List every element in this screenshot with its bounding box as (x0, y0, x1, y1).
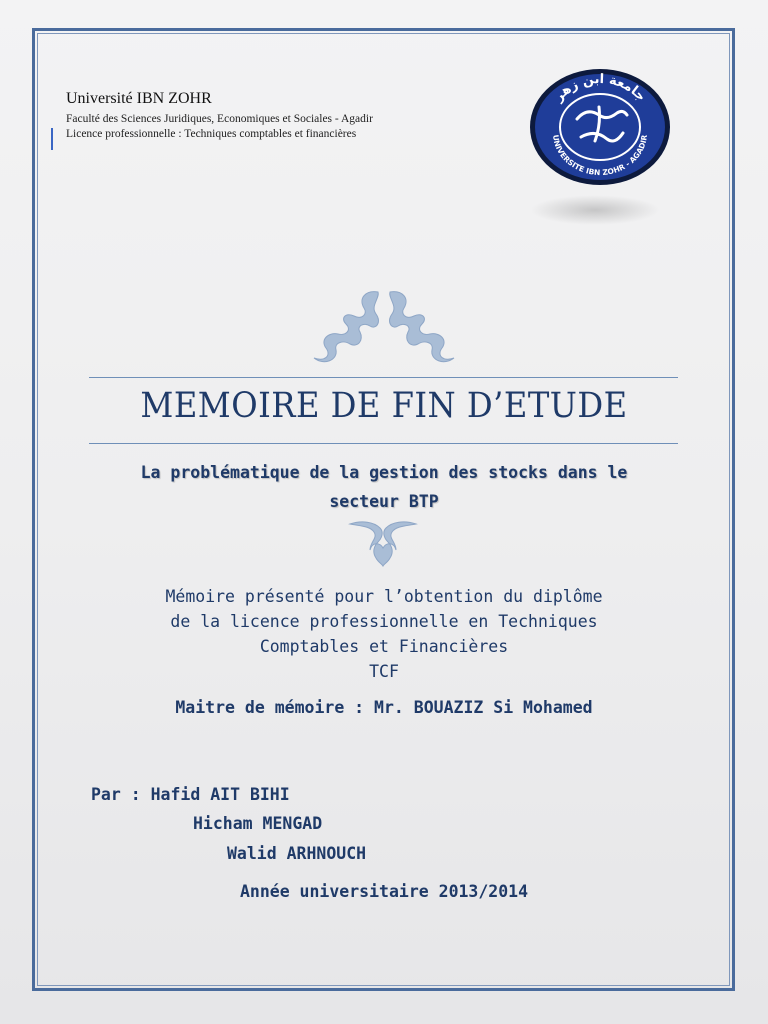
title-rule-top (89, 377, 678, 378)
subtitle-line-2: secteur BTP (329, 492, 439, 511)
author-2: Hicham MENGAD (193, 814, 323, 833)
faculty-name: Faculté des Sciences Juridiques, Economiques et Sociales - Agadir (66, 113, 373, 125)
presented-line-1: Mémoire présenté pour l’obtention du diplôme (165, 587, 603, 606)
logo-arabic-text: جامعة ابن زهر (551, 71, 649, 105)
floral-ornament-icon (306, 286, 462, 366)
presented-line-4: TCF (369, 662, 399, 681)
presented-line-3: Comptables et Financières (259, 637, 509, 656)
presented-line-2: de la licence professionnelle en Techniques (170, 612, 598, 631)
subtitle-line-1: La problématique de la gestion des stocks dans le (140, 463, 628, 482)
small-ornament-icon (348, 518, 418, 568)
thesis-subtitle (80, 458, 688, 516)
author-1: Par : Hafid AIT BIHI (91, 785, 290, 804)
academic-year: Année universitaire 2013/2014 (239, 882, 529, 901)
institution-header (66, 90, 373, 142)
presentation-statement (80, 584, 688, 684)
university-logo (529, 67, 671, 187)
author-3: Walid ARHNOUCH (227, 844, 367, 863)
text-cursor (51, 128, 53, 150)
university-name: Université IBN ZOHR (66, 90, 212, 107)
thesis-advisor: Maitre de mémoire : Mr. BOUAZIZ Si Mohamed (175, 698, 593, 717)
program-name: Licence professionnelle : Techniques comptables et financières (66, 128, 357, 140)
title-rule-bottom (89, 443, 678, 444)
logo-shadow (530, 195, 660, 225)
main-title: MEMOIRE DE FIN D’ETUDE (140, 386, 628, 426)
logo-latin-text: UNIVERSITE IBN ZOHR - AGADIR (550, 134, 650, 178)
